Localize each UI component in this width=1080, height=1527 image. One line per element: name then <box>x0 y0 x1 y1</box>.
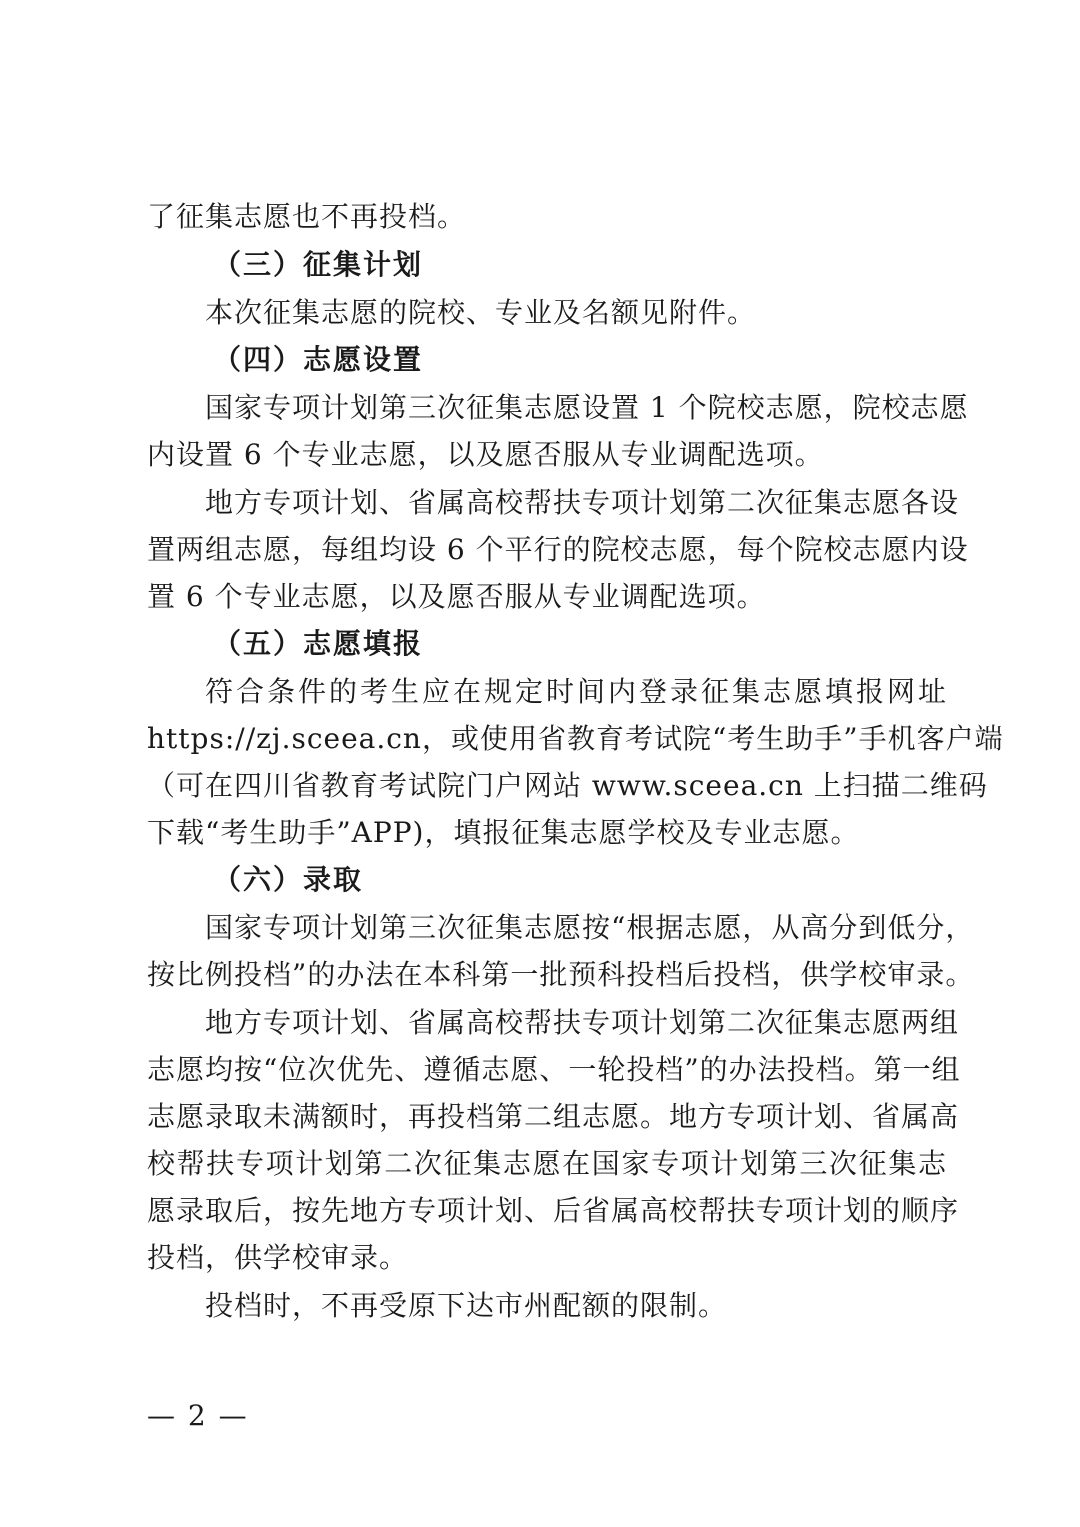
paragraph-line: 志愿录取未满额时，再投档第二组志愿。地方专项计划、省属高 <box>147 1100 960 1133</box>
paragraph-line: 地方专项计划、省属高校帮扶专项计划第二次征集志愿各设 <box>205 486 960 519</box>
paragraph-line: 按比例投档”的办法在本科第一批预科投档后投档，供学校审录。 <box>147 958 975 991</box>
paragraph-line: 置两组志愿，每组均设 6 个平行的院校志愿，每个院校志愿内设 <box>147 533 969 566</box>
paragraph-line: 投档，供学校审录。 <box>147 1241 409 1274</box>
paragraph-line: 本次征集志愿的院校、专业及名额见附件。 <box>205 296 757 329</box>
paragraph-line: 地方专项计划、省属高校帮扶专项计划第二次征集志愿两组 <box>205 1006 960 1039</box>
section-heading-filling: （五）志愿填报 <box>213 627 424 660</box>
paragraph-line: 了征集志愿也不再投档。 <box>147 200 467 233</box>
section-heading-settings: （四）志愿设置 <box>213 343 424 376</box>
paragraph-line: 国家专项计划第三次征集志愿按“根据志愿，从高分到低分， <box>205 911 975 944</box>
paragraph-line: 愿录取后，按先地方专项计划、后省属高校帮扶专项计划的顺序 <box>147 1194 960 1227</box>
paragraph-line: （可在四川省教育考试院门户网站 www.sceea.cn 上扫描二维码 <box>147 769 988 802</box>
paragraph-line: 校帮扶专项计划第二次征集志愿在国家专项计划第三次征集志 <box>147 1147 947 1180</box>
paragraph-line: 国家专项计划第三次征集志愿设置 1 个院校志愿，院校志愿 <box>205 391 969 424</box>
paragraph-line: 志愿均按“位次优先、遵循志愿、一轮投档”的办法投档。第一组 <box>147 1053 961 1086</box>
paragraph-line: 内设置 6 个专业志愿，以及愿否服从专业调配选项。 <box>147 438 824 471</box>
paragraph-line: 投档时，不再受原下达市州配额的限制。 <box>205 1289 728 1322</box>
paragraph-line: 下载“考生助手”APP)，填报征集志愿学校及专业志愿。 <box>147 816 860 849</box>
page-number: — 2 — <box>147 1399 249 1432</box>
section-heading-admission: （六）录取 <box>213 863 364 896</box>
paragraph-line: 符合条件的考生应在规定时间内登录征集志愿填报网址 <box>205 675 947 708</box>
paragraph-line: 置 6 个专业志愿，以及愿否服从专业调配选项。 <box>147 580 766 613</box>
section-heading-plan: （三）征集计划 <box>213 248 424 281</box>
paragraph-line: https://zj.sceea.cn，或使用省教育考试院“考生助手”手机客户端 <box>147 722 1004 755</box>
